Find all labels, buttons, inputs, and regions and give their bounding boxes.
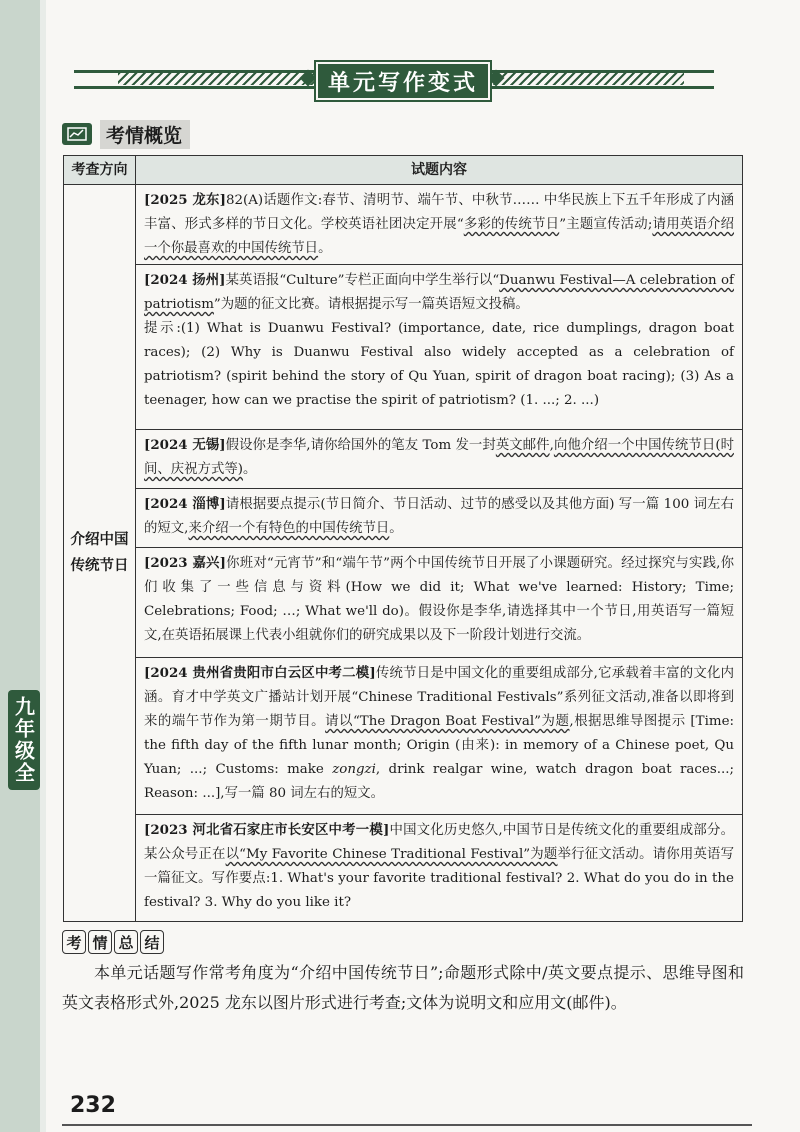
summary-head-char: 结: [140, 930, 164, 954]
question-source: [2024 淄博]: [144, 496, 226, 512]
table-row: [64, 548, 743, 658]
table-row: [64, 658, 743, 815]
header-content: 试题内容: [136, 156, 743, 185]
banner-hatch-left: [118, 73, 314, 85]
section-title: 考情概览: [100, 120, 190, 149]
highlight-text: Duanwu Festival—A celebration of patriotism: [144, 273, 734, 312]
exam-overview-table: [63, 155, 743, 922]
table-row: [64, 185, 743, 265]
highlight-text: 向他介绍一个中国传统节日(时间、庆祝方式等): [144, 438, 734, 477]
question-text: ”主题宣传活动;: [559, 217, 653, 232]
chart-monitor-icon: [62, 123, 92, 145]
highlight-text: 请以“The Dragon Boat Festival”为题: [325, 714, 570, 729]
question-hints: 提示:(1) What is Duanwu Festival? (importance, date, rice dumplings, dragon boat races); (2) Why is Duanwu Festival also widely accepted as a celebration of patriotism? (spirit behind the story of Qu Yuan, spirit of dragon boat racing); (3) As a teenager, how can we practise the spirit of patriotism? (1. ...; 2. ...): [144, 321, 734, 408]
question-cell: [136, 430, 743, 489]
question-cell: [136, 548, 743, 658]
highlight-text: 来介绍一个有特色的中国传统节日: [188, 521, 390, 536]
question-text: 假设你是李华,请你给国外的笔友 Tom 发一封: [225, 438, 496, 453]
question-source: [2023 河北省石家庄市长安区中考一模]: [144, 822, 390, 838]
header-direction: 考查方向: [64, 156, 136, 185]
trend-icon: [67, 127, 87, 141]
summary-head-char: 情: [88, 930, 112, 954]
summary-paragraph: 本单元话题写作常考角度为“介绍中国传统节日”;命题形式除中/英文要点提示、思维导图和英文表格形式外,2025 龙东以图片形式进行考查;文体为说明文和应用文(邮件)。: [62, 963, 744, 1012]
banner-hatch-right: [488, 73, 684, 85]
question-cell: [136, 185, 743, 265]
summary-head-char: 总: [114, 930, 138, 954]
category-cell: 介绍中国传统节日: [64, 185, 136, 922]
question-text: 请根据要点提示(节日简介、节日活动、过节的感受以及其他方面) 写一篇 100 词左右的短文,: [144, 497, 734, 536]
table-row: [64, 815, 743, 922]
question-text: 某英语报“Culture”专栏正面向中学生举行以“: [225, 273, 500, 288]
page-left-strip: [0, 0, 46, 1132]
summary-heading: [62, 930, 166, 954]
question-text: 。: [318, 241, 332, 256]
question-text: 传统节日是中国文化的重要组成部分,它承载着丰富的文化内涵。育才中学英文广播站计划开展“Chinese Traditional Festivals”系列征文活动,准备以即将到来的端午节作为第一期节目。: [144, 666, 734, 729]
question-source: [2024 扬州]: [144, 272, 226, 288]
section-heading: [62, 120, 198, 148]
footer-rule: [62, 1124, 752, 1126]
grade-side-tab: 九年级全: [8, 690, 40, 790]
highlight-text: 英文邮件: [495, 438, 550, 453]
table-row: [64, 489, 743, 548]
question-text: 。: [389, 521, 403, 536]
highlight-text: 请用英语介绍一个你最喜欢的中国传统节日: [144, 217, 735, 256]
table-row: [64, 265, 743, 430]
question-text: , drink realgar wine, watch dragon boat races...; Reason: ...],写一篇 80 词左右的短文。: [144, 762, 734, 801]
question-text: ,根据思维导图提示 [Time: the fifth day of the fifth lunar month; Origin (由来): in memory of a Chinese poet, Qu Yuan; ...; Customs: make: [144, 714, 735, 777]
question-text: ,: [549, 438, 554, 453]
question-text: 你班对“元宵节”和“端午节”两个中国传统节日开展了小课题研究。经过探究与实践,你们收集了一些信息与资料(How we did it; What we've learned: History; Time; Celebrations; Food; …; What we'll do)。假设你是李华,请选择其中一个节日,用英语写一篇短文,在英语拓展课上代表小组就你们的研究成果以及下一阶段计划进行交流。: [144, 556, 734, 643]
highlight-text: 以“My Favorite Chinese Traditional Festival”为题: [225, 847, 558, 862]
question-text: 中国文化历史悠久,中国节日是传统文化的重要组成部分。某公众号正在: [144, 823, 734, 862]
italic-term: zongzi: [332, 762, 376, 777]
question-source: [2025 龙东]: [144, 192, 226, 208]
question-cell: [136, 658, 743, 815]
summary-head-char: 考: [62, 930, 86, 954]
question-text: 。: [242, 462, 257, 477]
page-number: 232: [70, 1093, 116, 1118]
question-cell: [136, 265, 743, 430]
question-source: [2024 贵州省贵阳市白云区中考二模]: [144, 665, 376, 681]
question-text: ”为题的征文比赛。请根据提示写一篇英语短文投稿。: [213, 297, 529, 312]
table-row: [64, 430, 743, 489]
unit-banner-title: 单元写作变式: [316, 62, 490, 100]
question-source: [2024 无锡]: [144, 437, 226, 453]
table-header-row: [64, 156, 743, 185]
question-cell: [136, 489, 743, 548]
question-text: 82(A)话题作文:春节、清明节、端午节、中秋节…… 中华民族上下五千年形成了内涵丰富、形式多样的节日文化。学校英语社团决定开展“: [144, 193, 734, 232]
question-text: 举行征文活动。请你用英语写一篇征文。写作要点:1. What's your favorite traditional festival? 2. What do you do in the festival? 3. Why do you like it?: [144, 847, 735, 910]
question-source: [2023 嘉兴]: [144, 555, 226, 571]
highlight-text: 多彩的传统节日: [463, 217, 560, 232]
question-cell: [136, 815, 743, 922]
